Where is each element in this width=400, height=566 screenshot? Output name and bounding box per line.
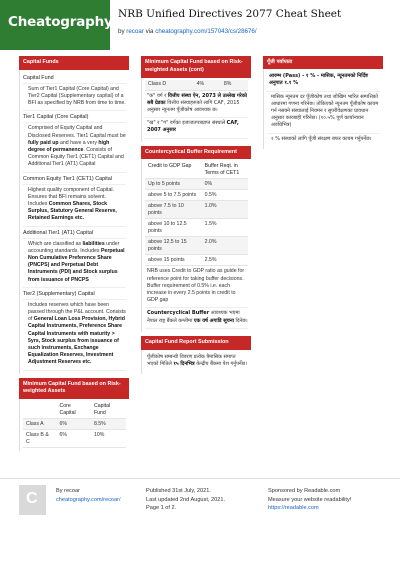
sponsor-link[interactable]: https://readable.com	[268, 505, 319, 512]
page-title: NRB Unified Directives 2077 Cheat Sheet	[118, 8, 342, 20]
section-title: Capital Funds	[19, 56, 129, 70]
paragraph: मासिक न्यूनतम दर पूँजीकोष तथा जोखिम भारित सम्पत्तिको आधारमा गणना गरिनेछ। तोकिएको न्यूनतम पूँजीकोष कायम गर्न नसक्ने संस्थालाई नियमन र सुपरीवेक्षणका प्रावधान अनुसार कारबाही गरिनेछ। (१०.५% पूर्ण कार्यान्वयन अवधिभित्र)	[267, 92, 380, 134]
paragraph: Countercyclical Buffer आवश्यक भएमा नेपाल राष्ट्र बैंकले कम्तीमा एक वर्ष अगाडि सूचना दिनेछ।	[145, 308, 248, 328]
table-row: Up to 5 points 0%	[145, 179, 248, 190]
table-row: above 5 to 7.5 points 0.5%	[145, 190, 248, 201]
column-1	[19, 56, 129, 451]
paragraph: Highest quality component of Capital. Ensures that BFI remains solvent. Includes Common Shares, Stock Surplus, Statutory General Reserve, Retained Earnings etc.	[23, 185, 126, 227]
section-title: Minimum Capital Fund based on Risk-weighted Assets	[19, 378, 129, 400]
min-capital-table	[23, 401, 126, 448]
footer-author: By recoar	[56, 488, 80, 494]
subheading: Common Equity Tier1 (CET1) Capital	[23, 173, 126, 185]
section-title: Minimum Capital Fund based on Risk-weighted Assets (cont)	[141, 56, 251, 78]
header	[0, 0, 400, 56]
subheading: Capital Fund	[23, 72, 126, 84]
table-row: above 12.5 to 15 points 2.0%	[145, 237, 248, 255]
table-header: Core Capital Capital Fund	[23, 401, 126, 419]
paragraph: पूँजीकोष सम्बन्धी विवरण प्रत्येक त्रैमासिक समाप्त भएको मितिले १५ दिनभित्र केन्द्रीय बैंकमा पेश गर्नुपर्नेछ।	[147, 353, 248, 367]
table-row: above 15 points 2.5%	[145, 255, 248, 266]
table-row: Class A 6% 8.5%	[23, 419, 126, 430]
footer	[0, 478, 400, 566]
paragraph: २ % संस्थाको लागि पूँजी संरक्षण बफर कायम गर्नुपर्नेछ।	[271, 135, 372, 142]
paragraph: Sum of Tier1 Capital (Core Capital) and Tier2 Capital (Supplementary capital) of a BFI as specified by NRB from time to time.	[23, 84, 126, 112]
paragraph: Includes reserves which have been passed through the P&L account. Consists of General Loan Loss Provision, Hybrid Capital Instruments, Preference Share Capital Instruments with maturity > 5yrs, Stock surplus from issuance of such instruments, Exchange Equalization Reserves, Investment Adjustment Reserves etc.	[23, 300, 126, 371]
section-capital-funds	[19, 56, 129, 374]
logo-text: Cheatography	[8, 14, 113, 30]
author-profile-link[interactable]: cheatography.com/recoar/	[56, 496, 121, 503]
table-row: Class B & C 6% 10%	[23, 430, 126, 448]
author-link[interactable]: recoar	[126, 28, 144, 35]
byline: by recoar via cheatography.com/157043/cs/28676/	[118, 28, 257, 35]
section-title: Countercyclical Buffer Requirement	[141, 146, 251, 160]
cheatography-c-icon: C	[26, 490, 38, 507]
section-min-capital-fund-cont	[141, 56, 251, 142]
section-min-capital-fund	[19, 378, 129, 452]
column-2	[141, 56, 251, 374]
sponsor-text: Measure your website readability!	[268, 496, 352, 503]
avatar[interactable]	[19, 485, 46, 515]
paragraph: "क" वर्ग र वित्तीय संस्था ऐन, 2073 ले उल्लेख गरेको सबै ग्रेडका वित्तीय संस्थाहरूको लागि CAF, 2015 अनुसार न्यूनतम पूँजीकोष आवश्यक छ।	[145, 91, 248, 119]
section-title: Capital Fund Report Submission	[141, 336, 251, 350]
paragraph: Comprised of Equity Capital and Disclosed Reserves. Tier1 Capital must be fully paid up and have a very high degree of permanence. Consists of Common Equity Tier1 (CET1) Capital and Additional Tier1 (AT1) Capital	[23, 123, 126, 172]
table-header: Credit to GDP Gap Buffer Reqt. in Terms of CET1	[145, 161, 248, 179]
subheading: Tier1 Capital (Core Capital)	[23, 111, 126, 123]
page-number: Page 1 of 2.	[146, 505, 177, 512]
table-row: Class D 4% 8%	[145, 80, 248, 91]
table-row: above 10 to 12.5 points 1.5%	[145, 219, 248, 237]
paragraph: Which are classified as liabilities under accounting standards. Includes Perpetual Non Cumulative Preference Share (PNCPS) and Perpetual Debt Instruments (PDI) and Stock surplus from issuance of PNCPS	[23, 239, 126, 288]
subheading: Tier2 (Supplementary) Capital	[23, 288, 126, 300]
buffer-table	[145, 161, 248, 266]
table-row: above 7.5 to 10 points 1.0%	[145, 201, 248, 219]
sheet-url-link[interactable]: cheatography.com/157043/cs/28676/	[155, 28, 257, 35]
updated-date: Last updated 2nd August, 2021.	[146, 496, 226, 503]
section-countercyclical-buffer	[141, 146, 251, 332]
subheading: Additional Tier1 (AT1) Capital	[23, 227, 126, 239]
logo[interactable]	[0, 0, 113, 50]
sponsor-title: Sponsored by Readable.com	[268, 488, 341, 494]
section-capital-fund-report	[141, 336, 251, 374]
section-capital-adequacy	[263, 56, 383, 149]
column-3	[263, 56, 383, 149]
section-title: पूँजी पर्याप्तता	[263, 56, 383, 69]
paragraph: आरम्भ (Pass) - १ % - मासिक, न्यूनतमको निर्दिष्ट अनुपात १.१ %	[267, 71, 380, 91]
paragraph: "ख" र "ग" वर्गका इजाजतपत्रप्राप्त संस्थाले CAF, 2007 अनुसार	[145, 118, 248, 138]
paragraph: NRB uses Credit to GDP ratio as guide for reference point for taking buffer decisions. Buffer requirement of 0.5% i.e. each increase in every 2.5 points in credit to GDP gap	[145, 266, 248, 308]
published-date: Published 31st July, 2021.	[146, 488, 211, 494]
